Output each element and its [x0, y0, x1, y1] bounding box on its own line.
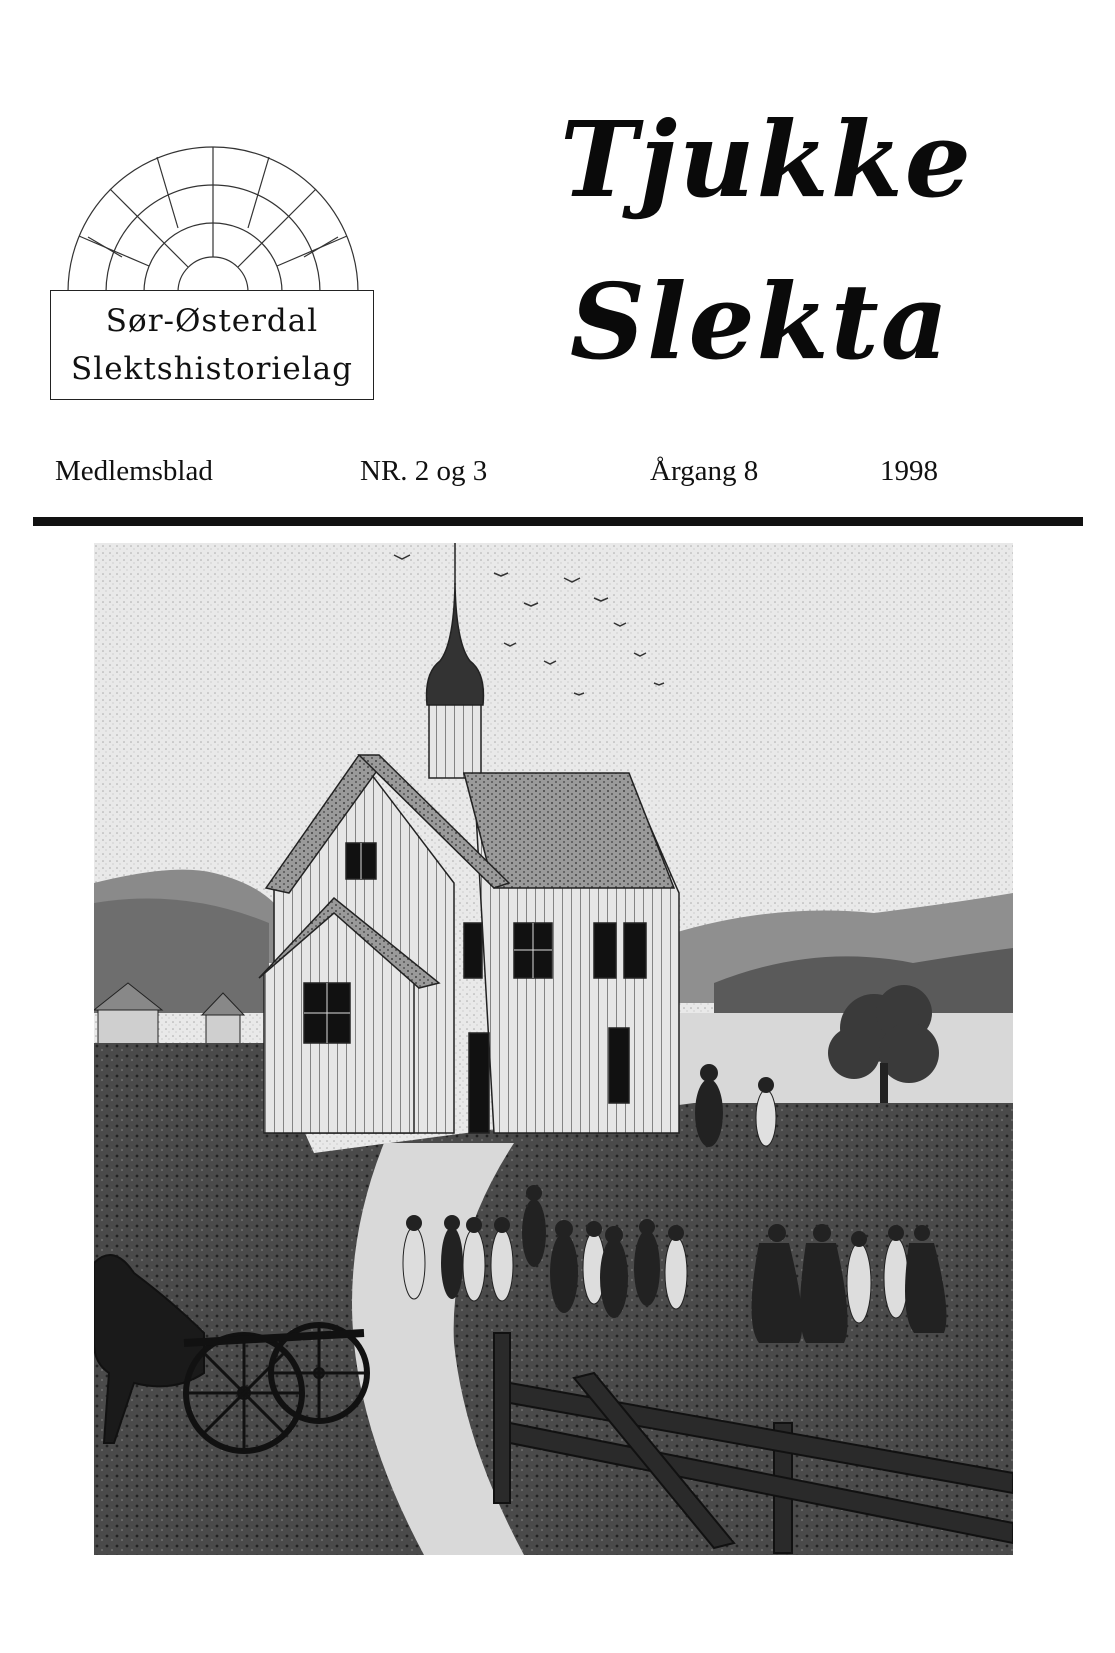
- header-rule: [33, 517, 1083, 526]
- society-name-line2: Slektshistorielag: [71, 351, 353, 387]
- issue-number: NR. 2 og 3: [360, 455, 488, 487]
- publication-type: Medlemsblad: [55, 455, 213, 487]
- fan-chart-icon: [48, 140, 378, 300]
- church-engraving-icon: [94, 543, 1013, 1555]
- society-logo: [48, 140, 378, 410]
- masthead-title-line1: Tjukke: [560, 98, 973, 221]
- masthead-title-line2: Slekta: [569, 260, 951, 383]
- volume-number: Årgang 8: [650, 455, 759, 487]
- publication-year: 1998: [880, 455, 938, 487]
- society-name-box: [50, 290, 374, 400]
- cover-illustration: [94, 543, 1013, 1555]
- society-name-line1: Sør-Østerdal: [105, 303, 319, 339]
